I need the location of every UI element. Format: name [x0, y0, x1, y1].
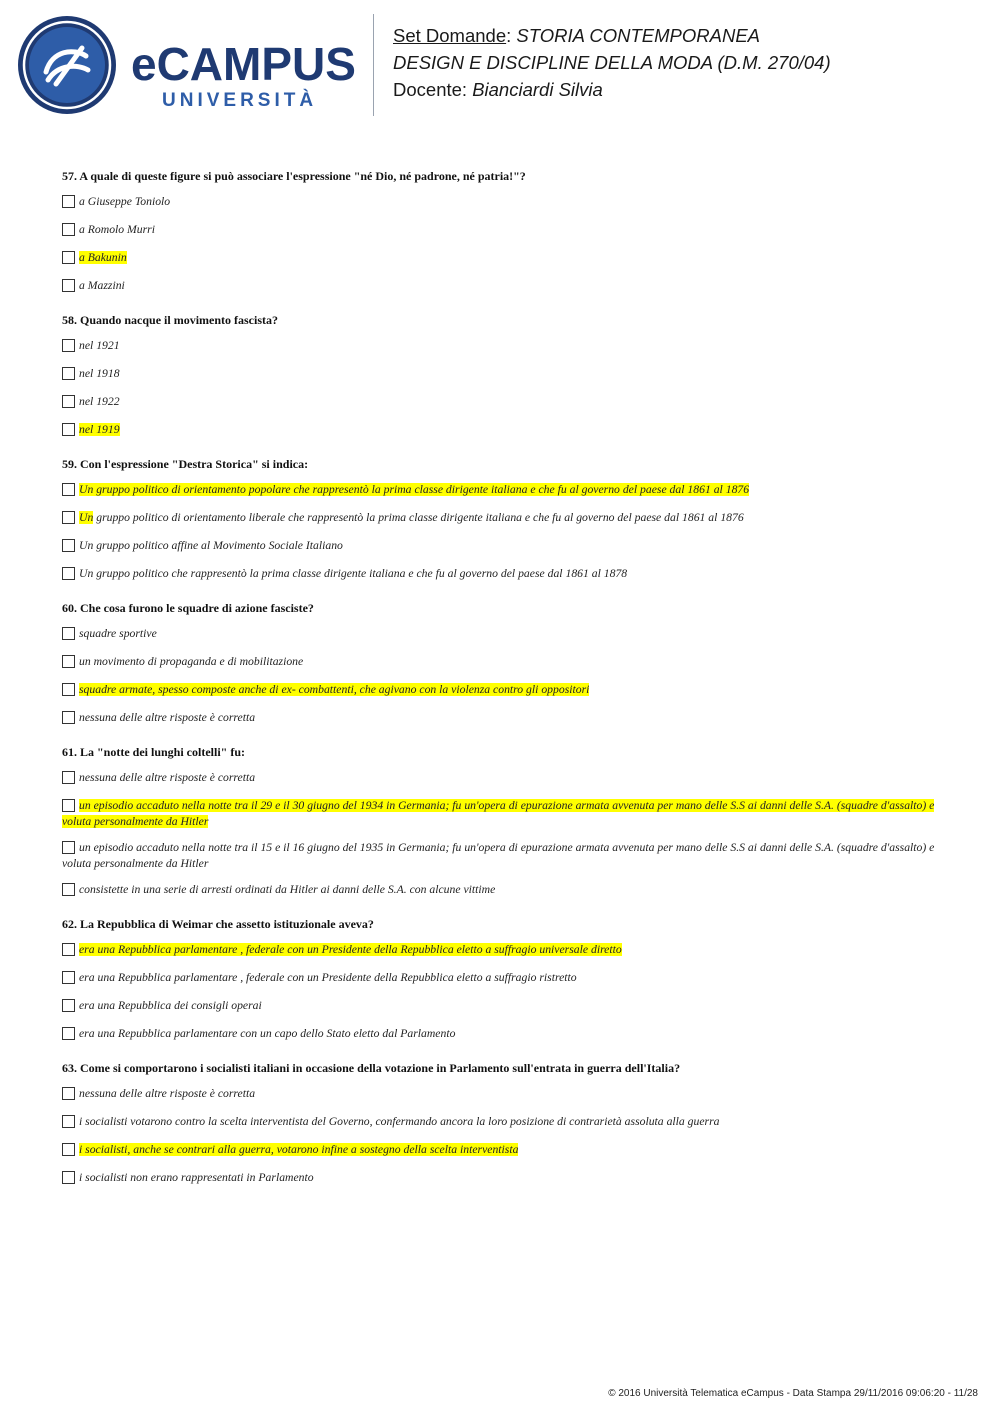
answer-option — [62, 278, 938, 294]
answer-text: Un gruppo politico che rappresentò la prima classe dirigente italiana e che fu al governo del paese dal 1861 al 1878 — [79, 567, 628, 580]
answer-option — [62, 338, 938, 354]
question-text: 62. La Repubblica di Weimar che assetto istituzionale aveva? — [62, 917, 374, 931]
question-63 — [62, 1060, 938, 1186]
answer-text: un movimento di propaganda e di mobilitazione — [79, 655, 304, 668]
checkbox[interactable] — [62, 395, 75, 408]
answer-text: un episodio accaduto nella notte tra il 15 e il 16 giugno del 1935 in Germania; fu un'opera di epurazione armata avvenuta per mano delle S.S ai danni delle S.A. (squadre d'assalto) e voluta personalmente da Hitler — [62, 841, 935, 870]
answer-text-highlighted-part: Un — [79, 511, 94, 524]
course-line: Set Domande: STORIA CONTEMPORANEA — [393, 25, 761, 46]
answer-option — [62, 970, 938, 986]
question-60 — [62, 600, 938, 726]
answer-text-highlighted: i socialisti, anche se contrari alla guerra, votarono infine a sostegno della scelta interventista — [79, 1143, 519, 1156]
checkbox[interactable] — [62, 971, 75, 984]
checkbox[interactable] — [62, 1171, 75, 1184]
checkbox[interactable] — [62, 483, 75, 496]
answer-text: nessuna delle altre risposte è corretta — [79, 711, 256, 724]
question-text: 60. Che cosa furono le squadre di azione fasciste? — [62, 601, 314, 615]
set-label: Set Domande — [393, 25, 507, 46]
answer-text-highlighted: un episodio accaduto nella notte tra il 29 e il 30 giugno del 1934 in Germania; fu un'opera di epurazione armata avvenuta per mano delle S.S ai danni delle S.A. (squadre d'assalto) e voluta personalmente da Hitler — [62, 799, 935, 828]
answer-text: a Romolo Murri — [79, 223, 155, 236]
answer-option-correct — [62, 250, 938, 266]
question-list — [62, 168, 938, 1204]
checkbox[interactable] — [62, 195, 75, 208]
question-text: 59. Con l'espressione "Destra Storica" si indica: — [62, 457, 309, 471]
teacher-label: Docente: — [393, 79, 468, 100]
answer-option — [62, 710, 938, 726]
answer-text: consistette in una serie di arresti ordinati da Hitler ai danni delle S.A. con alcune vittime — [79, 883, 496, 896]
checkbox[interactable] — [62, 279, 75, 292]
checkbox[interactable] — [62, 539, 75, 552]
checkbox[interactable] — [62, 1087, 75, 1100]
answer-option-correct — [62, 942, 938, 958]
checkbox[interactable] — [62, 799, 75, 812]
answer-option — [62, 194, 938, 210]
checkbox[interactable] — [62, 999, 75, 1012]
answer-option — [62, 654, 938, 670]
logo-brand-text: eCAMPUS — [131, 38, 356, 90]
answer-text: era una Repubblica dei consigli operai — [79, 999, 262, 1012]
answer-text: era una Repubblica parlamentare , federale con un Presidente della Repubblica eletto a suffragio ristretto — [79, 971, 577, 984]
answer-text-highlighted: era una Repubblica parlamentare , federale con un Presidente della Repubblica eletto a suffragio universale diretto — [79, 943, 622, 956]
checkbox[interactable] — [62, 1027, 75, 1040]
answer-option-correct — [62, 1142, 938, 1158]
header-info — [393, 22, 831, 103]
answer-text: squadre sportive — [79, 627, 157, 640]
answer-text-highlighted: Un gruppo politico di orientamento popolare che rappresentò la prima classe dirigente italiana e che fu al governo del paese dal 1861 al 1876 — [79, 483, 750, 496]
answer-text: era una Repubblica parlamentare con un capo dello Stato eletto dal Parlamento — [79, 1027, 456, 1040]
question-text: 58. Quando nacque il movimento fascista? — [62, 313, 279, 327]
question-62 — [62, 916, 938, 1042]
checkbox[interactable] — [62, 655, 75, 668]
answer-text: i socialisti votarono contro la scelta interventista del Governo, confermando ancora la loro posizione di contrarietà assoluta alla guerra — [79, 1115, 720, 1128]
question-text: 57. A quale di queste figure si può associare l'espressione "né Dio, né padrone, né patria!"? — [62, 169, 526, 183]
logo-sub-text: UNIVERSITÀ — [162, 90, 318, 111]
teacher-name: Bianciardi Silvia — [472, 79, 603, 100]
page-header — [0, 0, 1000, 130]
answer-option — [62, 770, 938, 786]
checkbox[interactable] — [62, 567, 75, 580]
answer-option — [62, 366, 938, 382]
answer-text: a Mazzini — [79, 279, 125, 292]
header-divider — [373, 14, 374, 116]
question-57 — [62, 168, 938, 294]
checkbox[interactable] — [62, 339, 75, 352]
answer-option — [62, 566, 938, 582]
answer-option — [62, 626, 938, 642]
answer-text: Un gruppo politico affine al Movimento Sociale Italiano — [79, 539, 343, 552]
answer-text: a Giuseppe Toniolo — [79, 195, 171, 208]
answer-text: i socialisti non erano rappresentati in Parlamento — [79, 1171, 314, 1184]
checkbox[interactable] — [62, 771, 75, 784]
checkbox[interactable] — [62, 511, 75, 524]
answer-text: nessuna delle altre risposte è corretta — [79, 771, 256, 784]
answer-text-highlighted: squadre armate, spesso composte anche di ex- combattenti, che agivano con la violenza contro gli oppositori — [79, 683, 590, 696]
answer-option-correct — [62, 422, 938, 438]
question-text: 61. La "notte dei lunghi coltelli" fu: — [62, 745, 245, 759]
answer-option — [62, 882, 938, 898]
checkbox[interactable] — [62, 1115, 75, 1128]
degree-title: DESIGN E DISCIPLINE DELLA MODA (D.M. 270/04) — [393, 52, 831, 73]
answer-option — [62, 1026, 938, 1042]
answer-text-highlighted: a Bakunin — [79, 251, 127, 264]
checkbox[interactable] — [62, 943, 75, 956]
ecampus-logo — [16, 14, 361, 116]
teacher-line — [393, 76, 831, 103]
checkbox[interactable] — [62, 711, 75, 724]
answer-option — [62, 1170, 938, 1186]
answer-option — [62, 222, 938, 238]
answer-text: gruppo politico di orientamento liberale che rappresentò la prima classe dirigente italiana e che fu al governo del paese dal 1861 al 1876 — [93, 511, 744, 524]
checkbox[interactable] — [62, 367, 75, 380]
answer-option — [62, 998, 938, 1014]
answer-option-correct — [62, 682, 938, 698]
answer-option-correct — [62, 798, 938, 830]
page-footer: © 2016 Università Telematica eCampus - Data Stampa 29/11/2016 09:06:20 - 11/28 — [608, 1388, 978, 1399]
answer-option — [62, 510, 938, 526]
checkbox[interactable] — [62, 1143, 75, 1156]
checkbox[interactable] — [62, 251, 75, 264]
question-61 — [62, 744, 938, 898]
answer-text: nel 1922 — [79, 395, 120, 408]
checkbox[interactable] — [62, 627, 75, 640]
answer-text: nel 1921 — [79, 339, 120, 352]
answer-text-highlighted: nel 1919 — [79, 423, 120, 436]
answer-option-correct — [62, 482, 938, 498]
question-59 — [62, 456, 938, 582]
course-title: STORIA CONTEMPORANEA — [516, 25, 761, 46]
question-text: 63. Come si comportarono i socialisti italiani in occasione della votazione in Parlamento sull'entrata in guerra dell'Italia? — [62, 1061, 681, 1075]
answer-option — [62, 394, 938, 410]
answer-text: nessuna delle altre risposte è corretta — [79, 1087, 256, 1100]
checkbox[interactable] — [62, 683, 75, 696]
checkbox[interactable] — [62, 841, 75, 854]
answer-option — [62, 1086, 938, 1102]
question-58 — [62, 312, 938, 438]
checkbox[interactable] — [62, 423, 75, 436]
answer-option — [62, 538, 938, 554]
checkbox[interactable] — [62, 883, 75, 896]
checkbox[interactable] — [62, 223, 75, 236]
answer-text: nel 1918 — [79, 367, 120, 380]
answer-option — [62, 840, 938, 872]
answer-option — [62, 1114, 938, 1130]
degree-line — [393, 49, 831, 76]
